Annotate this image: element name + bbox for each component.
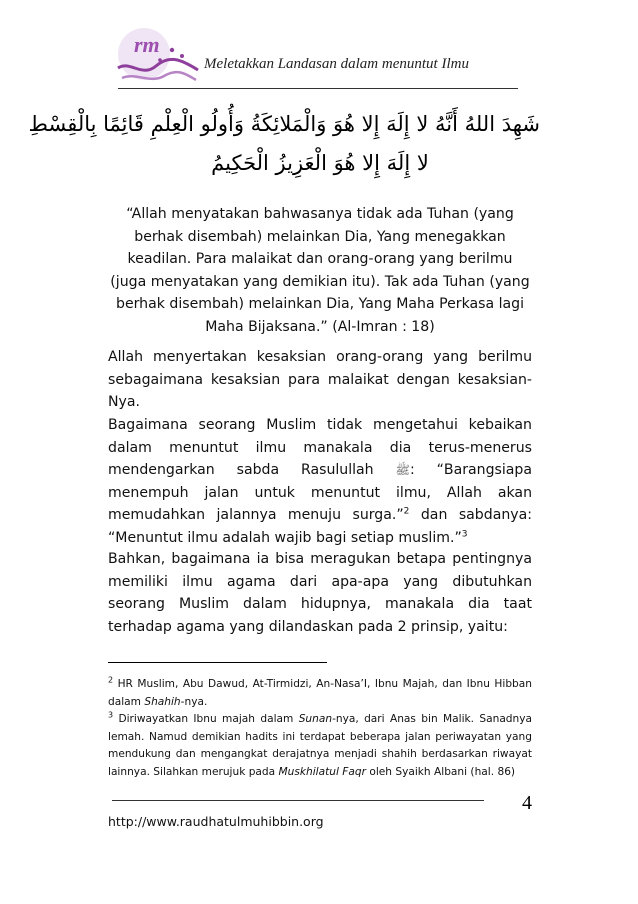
footnote-2-italic: Shahih <box>144 695 181 708</box>
footnote-3-italic-1: Sunan <box>298 713 333 725</box>
footnote-3 <box>108 711 532 781</box>
svg-text:rm: rm <box>134 32 160 57</box>
header-divider <box>118 88 518 89</box>
paragraph-3: Bahkan, bagaimana ia bisa meragukan betapa pentingnya memiliki ilmu agama dari apa-apa yang dibutuhkan seorang Muslim dalam hidupnya, manakala dia taat terhadap agama yang dilandaskan pada 2 prinsip, yaitu: <box>108 551 532 635</box>
page-number: 4 <box>522 792 532 814</box>
footnote-2 <box>108 676 532 711</box>
paragraph-2-text-c: dan sabdanya: “Menuntut ilmu adalah wajib bagi setiap muslim.” <box>108 507 532 546</box>
footnote-3-text-a: Diriwayatkan Ibnu majah dalam <box>113 713 299 725</box>
footer-url-link[interactable]: http://www.raudhatulmuhibbin.org <box>108 814 324 829</box>
raudhatul-muhibbin-logo-icon <box>112 20 204 90</box>
footnote-3-number: 3 <box>108 710 114 720</box>
footnotes <box>108 676 532 781</box>
footnote-3-italic-2: Muskhilatul Faqr <box>278 765 366 778</box>
verse-arabic-line-2: لا إِلَهَ إِلا هُوَ الْعَزِيزُ الْحَكِيمُ <box>211 151 429 175</box>
paragraph-2-text-b: : “Barangsiapa menempuh jalan untuk menuntut ilmu, Allah akan memudahkan jalannya menuju surga.” <box>108 462 532 523</box>
footnote-ref-3[interactable]: 3 <box>461 528 468 539</box>
paragraph-2-text-a: Bagaimana seorang Muslim tidak mengetahui kebaikan dalam menuntut ilmu manakala dia terus-menerus mendengarkan sabda Rasulullah <box>108 417 532 478</box>
paragraph-1: Allah menyertakan kesaksian orang-orang yang berilmu sebagaimana kesaksian para malaikat dengan kesaksian-Nya. <box>108 349 532 410</box>
footnote-2-text-a: HR Muslim, Abu Dawud, At-Tirmidzi, An-Nasa’I, Ibnu Majah, dan Ibnu Hibban dalam <box>108 678 532 708</box>
saw-honorific-icon: ﷺ <box>395 463 410 477</box>
verse-arabic-line-1: شَهِدَ اللهُ أَنَّهُ لا إِلَهَ إِلا هُوَ وَالْمَلائِكَةُ وَأُولُو الْعِلْمِ قَائِمًا بِالْقِسْطِ <box>28 112 540 136</box>
footnote-3-text-b: -nya, dari Anas bin Malik. Sanadnya lemah. Namud demikian hadits ini terdapat beberapa jalan periwayatan yang mendukung dan mengangkat derajatnya menjadi shahih berdasarkan riwayat lainnya. Silahkan merujuk pada <box>108 713 533 778</box>
paragraph-2 <box>108 414 532 549</box>
footnote-2-number: 2 <box>108 675 114 685</box>
footnote-divider <box>108 662 327 663</box>
verse-translation: “Allah menyatakan bahwasanya tidak ada Tuhan (yang berhak disembah) melainkan Dia, Yang menegakkan keadilan. Para malaikat dan orang-orang yang berilmu (juga menyatakan yang demikian itu). Tak ada Tuhan (yang berhak disembah) melainkan Dia, Yang Maha Perkasa lagi Maha Bijaksana.” (Al-Imran : 18) <box>110 206 530 335</box>
footnote-2-text-b: -nya. <box>180 695 208 708</box>
footer-divider <box>112 800 484 801</box>
footnote-3-text-c: oleh Syaikh Albani (hal. 86) <box>365 765 516 778</box>
header-title: Meletakkan Landasan dalam menuntut Ilmu <box>204 56 469 72</box>
footnote-ref-2[interactable]: 2 <box>403 506 410 517</box>
